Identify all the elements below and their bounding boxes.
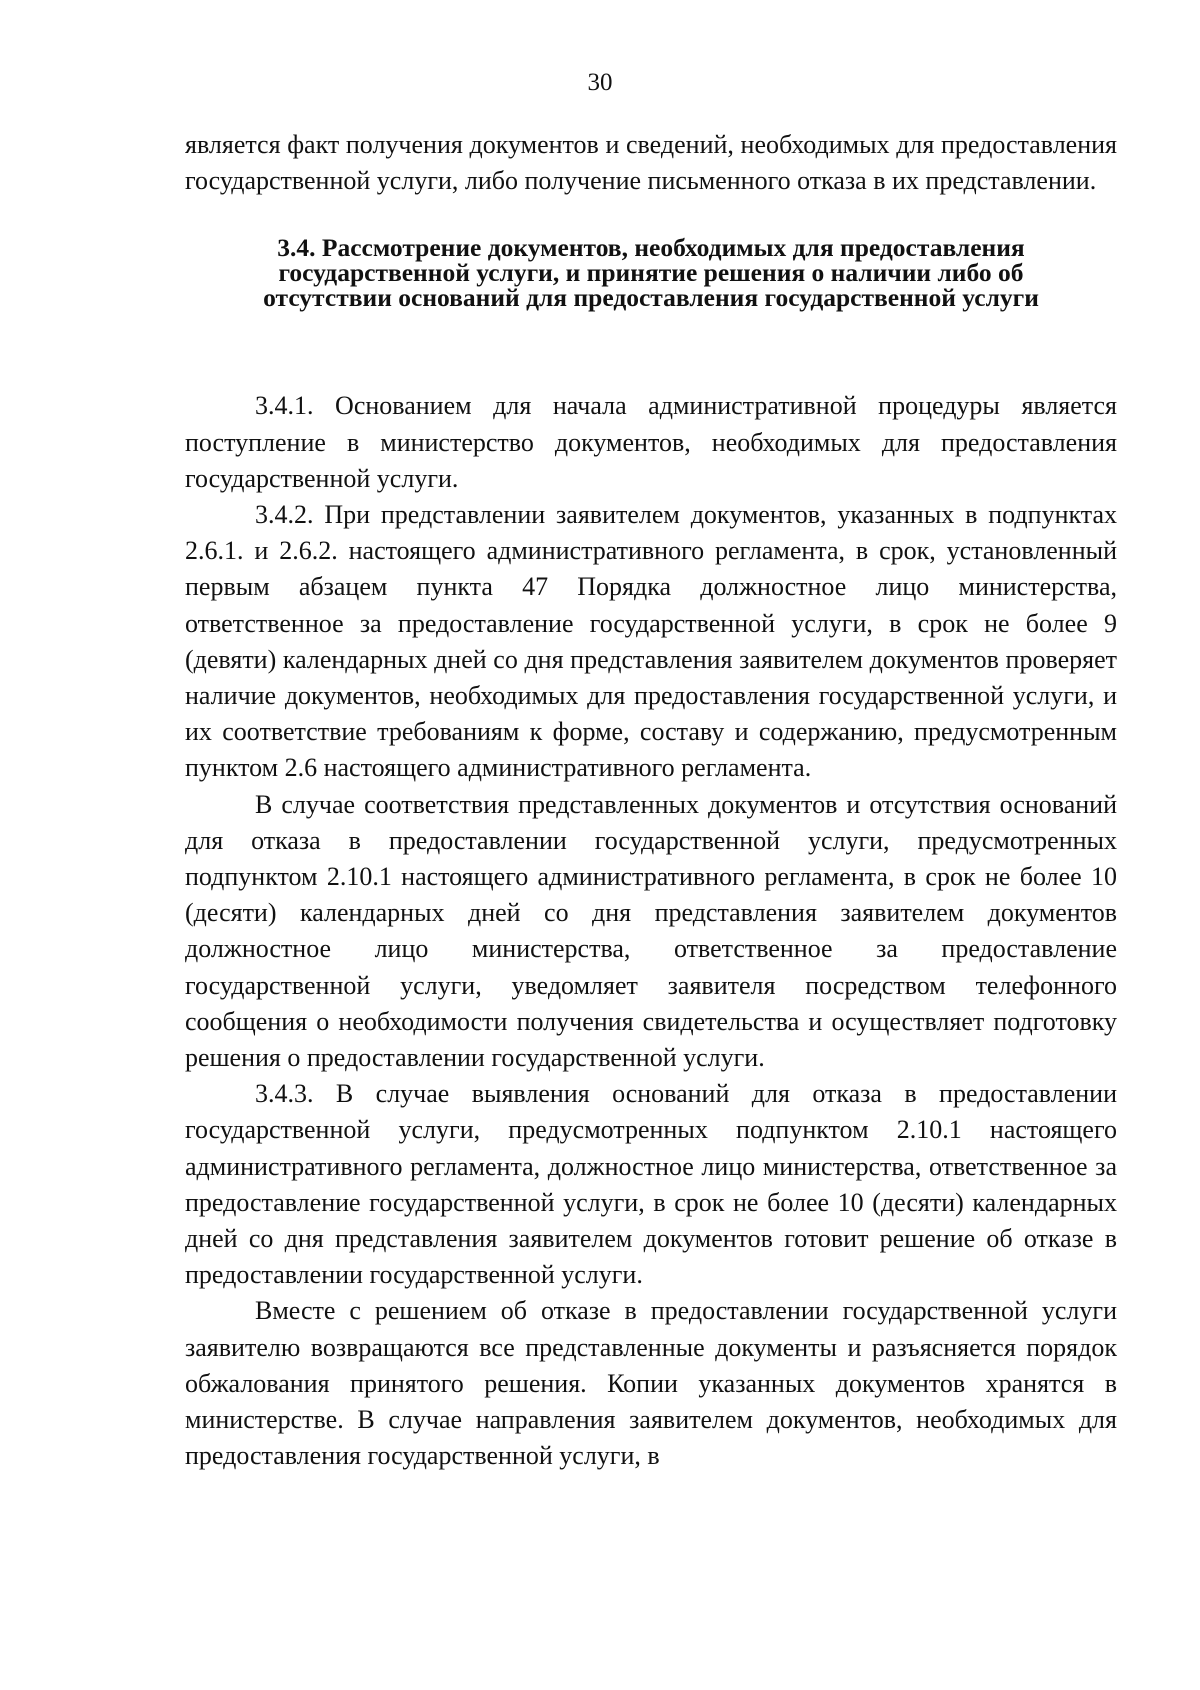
page-number: 30 xyxy=(587,69,613,96)
paragraph-refusal-return: Вместе с решением об отказе в предоставлении государственной услуги заявителю возвращаются все представленные документы и разъясняется порядок обжалования принятого решения. Копии указанных документов хранятся в министерстве. В случае направления заявителем документов, необходимых для предоставления государственной услуги, в xyxy=(185,1296,1117,1471)
section-heading-line: государственной услуги, и принятие решения о наличии либо об xyxy=(278,258,1024,288)
paragraph-3-4-1: 3.4.1. Основанием для начала административной процедуры является поступление в министерство документов, необходимых для предоставления государственной услуги. xyxy=(185,391,1117,493)
section-heading-line: 3.4. Рассмотрение документов, необходимых для предоставления xyxy=(277,233,1025,263)
paragraph-compliance-case: В случае соответствия представленных документов и отсутствия оснований для отказа в предоставлении государственной услуги, предусмотренных подпунктом 2.10.1 настоящего административного регламента, в срок не более 10 (десяти) календарных дней со дня представления заявителем документов должностное лицо министерства, ответственное за предоставление государственной услуги, уведомляет заявителя посредством телефонного сообщения о необходимости получения свидетельства и осуществляет подготовку решения о предоставлении государственной услуги. xyxy=(185,789,1117,1073)
lead-paragraph: является факт получения документов и сведений, необходимых для предоставления государственной услуги, либо получение письменного отказа в их представлении. xyxy=(185,130,1117,196)
paragraph-3-4-3: 3.4.3. В случае выявления оснований для отказа в предоставлении государственной услуги, предусмотренных подпунктом 2.10.1 настоящего административного регламента, должностное лицо министерства, ответственное за предоставление государственной услуги, в срок не более 10 (десяти) календарных дней со дня представления заявителем документов готовит решение об отказе в предоставлении государственной услуги. xyxy=(185,1079,1117,1290)
section-heading-line: отсутствии оснований для предоставления государственной услуги xyxy=(263,283,1039,313)
paragraph-3-4-2: 3.4.2. При представлении заявителем документов, указанных в подпунктах 2.6.1. и 2.6.2. настоящего административного регламента, в срок, установленный первым абзацем пункта 47 Порядка должностное лицо министерства, ответственное за предоставление государственной услуги, в срок не более 9 (девяти) календарных дней со дня представления заявителем документов проверяет наличие документов, необходимых для предоставления государственной услуги, и их соответствие требованиям к форме, составу и содержанию, предусмотренным пунктом 2.6 настоящего административного регламента. xyxy=(185,500,1117,783)
section-heading xyxy=(175,233,1127,313)
document-body xyxy=(185,127,1117,1475)
